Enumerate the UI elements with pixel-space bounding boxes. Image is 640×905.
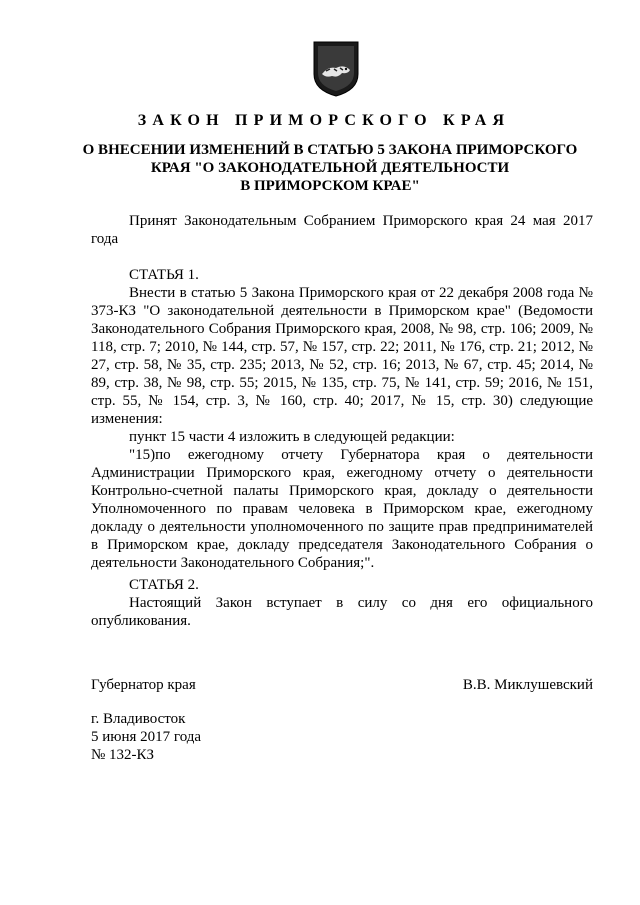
adoption-text: Принят Законодательным Собранием Приморского края 24 мая 2017 года (91, 213, 593, 247)
article-2-text: Настоящий Закон вступает в силу со дня его официального опубликования. (91, 595, 593, 629)
footer-block (91, 710, 201, 764)
signature-name: В.В. Миклушевский (462, 677, 593, 693)
article-1-point: пункт 15 части 4 изложить в следующей редакции: (129, 429, 455, 445)
article-1 (91, 266, 593, 572)
article-2-heading: СТАТЬЯ 2. (129, 577, 199, 593)
article-1-quote: "15)по ежегодному отчету Губернатора края о деятельности Администрации Приморского края, ежегодному отчету о деятельности Контрольно-счетной палаты Приморского края, докладу о деятельности Уполномоченного по правам человека в Приморском крае, ежегодному докладу о деятельности уполномоченного по защите прав предпринимателей в Приморском крае, докладу председателя Законодательного Собрания о деятельности Законодательного Собрания;". (91, 447, 593, 571)
subtitle-line: О ВНЕСЕНИИ ИЗМЕНЕНИЙ В СТАТЬЮ 5 ЗАКОНА ПРИМОРСКОГО (82, 142, 578, 158)
subtitle-line: КРАЯ "О ЗАКОНОДАТЕЛЬНОЙ ДЕЯТЕЛЬНОСТИ (150, 160, 510, 176)
law-subtitle (70, 141, 590, 195)
article-1-heading: СТАТЬЯ 1. (129, 267, 199, 283)
subtitle-line: В ПРИМОРСКОМ КРАЕ" (240, 178, 420, 194)
adoption-block (91, 212, 593, 248)
signature-position: Губернатор края (91, 677, 196, 693)
article-1-text: Внести в статью 5 Закона Приморского края от 22 декабря 2008 года № 373-КЗ "О законодательной деятельности в Приморском крае" (Ведомости Законодательного Собрания Приморского края, 2008, № 98, стр. 106; 2009, № 118, стр. 7; 2010, № 144, стр. 57, № 157, стр. 22; 2011, № 176, стр. 21; 2012, № 27, стр. 58, № 35, стр. 235; 2013, № 52, стр. 16; 2013, № 67, стр. 45; 2014, № 89, стр. 38, № 98, стр. 55; 2015, № 135, стр. 75, № 141, стр. 59; 2016, № 151, стр. 55, № 154, стр. 3, № 160, стр. 40; 2017, № 15, стр. 30) следующие изменения: (91, 285, 593, 427)
footer-date: 5 июня 2017 года (91, 729, 202, 745)
article-2 (91, 576, 593, 630)
footer-city: г. Владивосток (91, 711, 186, 727)
law-title: ЗАКОН ПРИМОРСКОГО КРАЯ (137, 112, 511, 129)
primorye-coat-of-arms-icon (312, 40, 360, 98)
footer-number: № 132-КЗ (91, 747, 155, 763)
